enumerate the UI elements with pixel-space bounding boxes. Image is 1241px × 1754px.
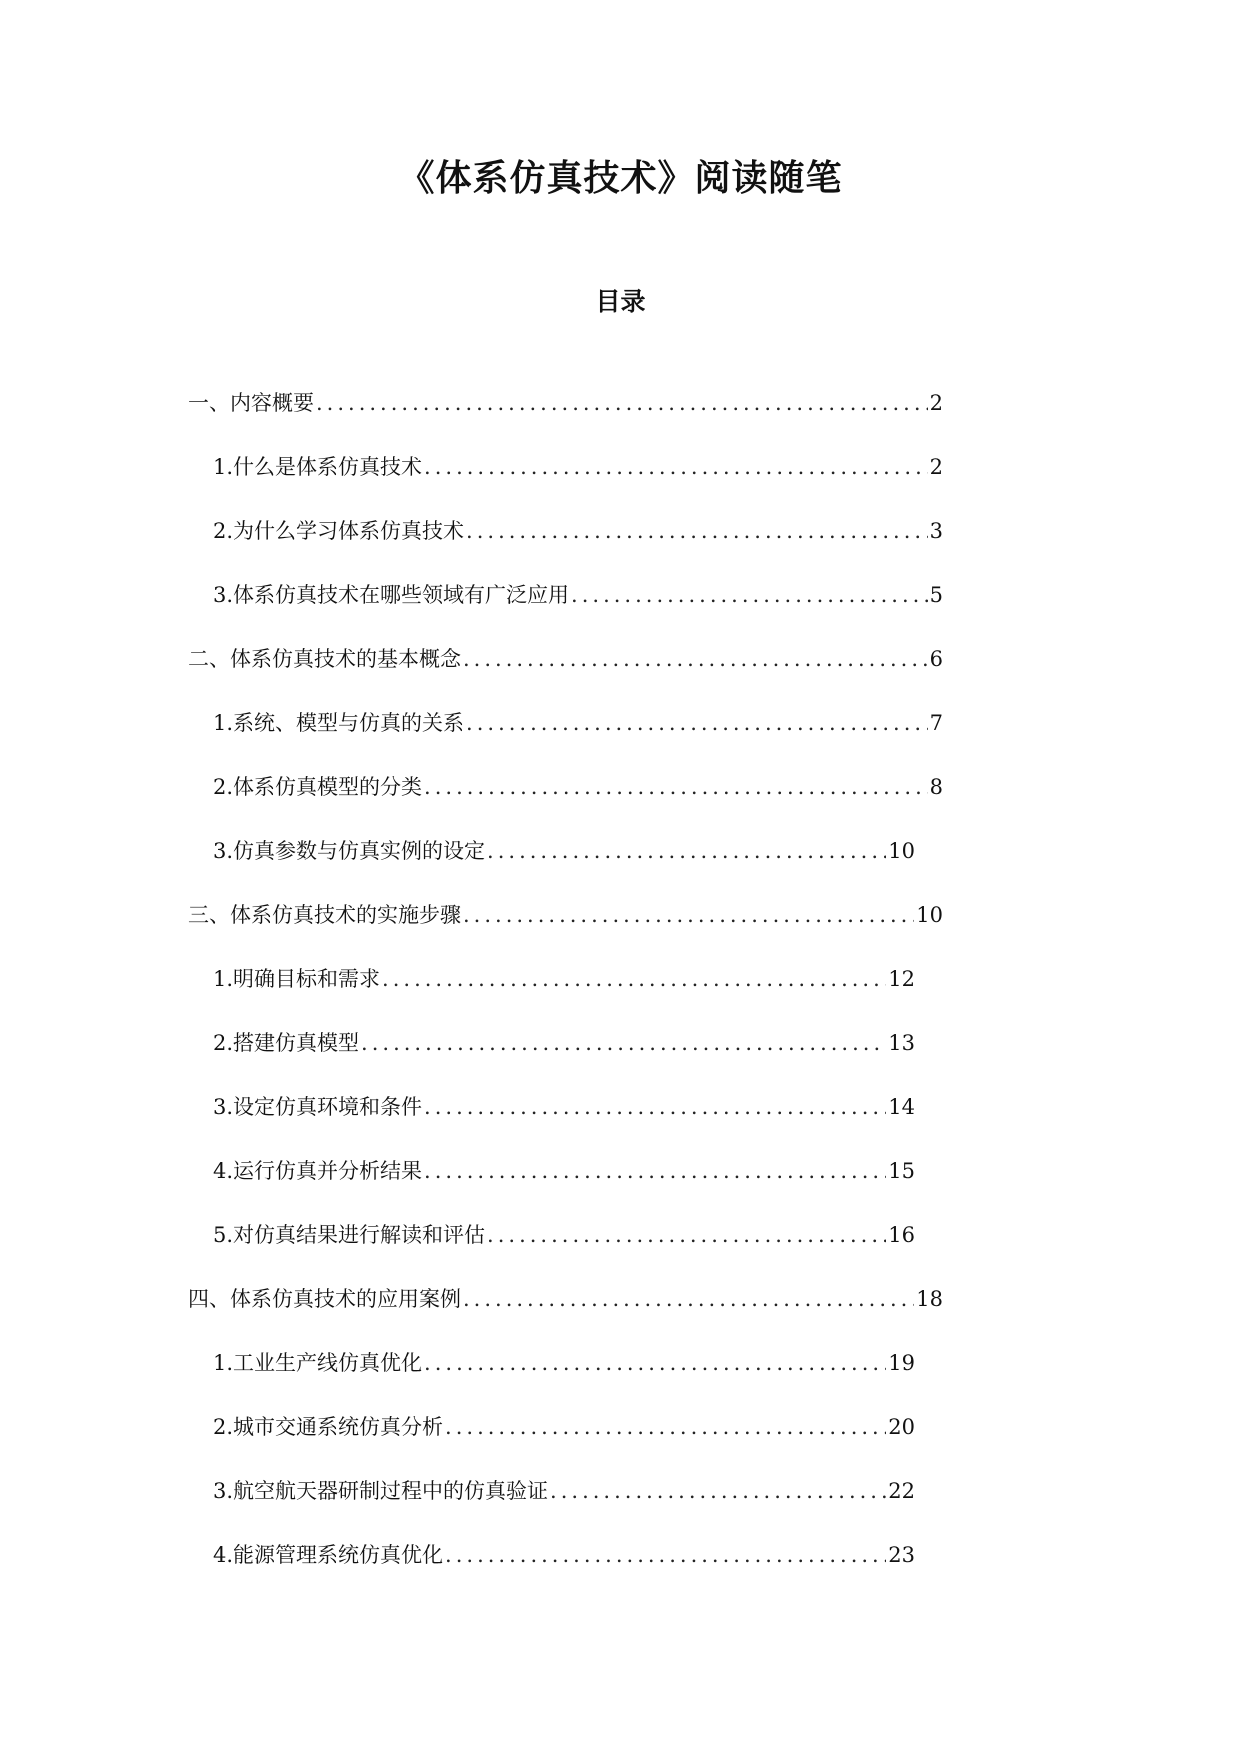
- toc-page-number: 7: [929, 711, 943, 735]
- toc-page-number: 22: [888, 1479, 915, 1503]
- toc-page-number: 6: [929, 647, 943, 671]
- toc-entry-text: 运行仿真并分析结果: [233, 1159, 423, 1183]
- toc-leader: [424, 1092, 886, 1122]
- toc-entry-number: 1.: [213, 455, 234, 479]
- toc-entry-number: 1.: [213, 1351, 234, 1375]
- toc-entry-number: 3.: [213, 1479, 234, 1503]
- toc-page-number: 13: [888, 1031, 915, 1055]
- toc-leader: [361, 1028, 886, 1058]
- toc-entry-number: 1.: [213, 711, 234, 735]
- toc-leader: [487, 1220, 886, 1250]
- toc-entry[interactable]: [213, 1156, 915, 1186]
- document-title: 《体系仿真技术》阅读随笔: [398, 157, 843, 199]
- toc-entry-text: 仿真参数与仿真实例的设定: [233, 839, 486, 863]
- toc-leader: [424, 1348, 886, 1378]
- toc-entry[interactable]: [213, 836, 915, 866]
- toc-entry[interactable]: [213, 1220, 915, 1250]
- toc-entry-text: 明确目标和需求: [233, 967, 381, 991]
- toc-leader: [466, 516, 928, 546]
- toc-page-number: 10: [916, 903, 943, 927]
- toc-entry-text: 为什么学习体系仿真技术: [233, 519, 465, 543]
- toc-leader: [550, 1476, 886, 1506]
- toc-entry[interactable]: [213, 1092, 915, 1122]
- toc-entry-text: 工业生产线仿真优化: [233, 1351, 423, 1375]
- toc-entry[interactable]: [213, 1348, 915, 1378]
- toc-entry-number: 4.: [213, 1543, 234, 1567]
- toc-entry-text: 什么是体系仿真技术: [233, 455, 423, 479]
- toc-entry-number: 5.: [213, 1223, 234, 1247]
- toc-entry-number: 2.: [213, 775, 234, 799]
- toc-entry-number: 2.: [213, 519, 234, 543]
- toc-entry-text: 城市交通系统仿真分析: [233, 1415, 444, 1439]
- toc-page-number: 8: [929, 775, 943, 799]
- toc-leader: [487, 836, 886, 866]
- toc-leader: [316, 388, 928, 418]
- toc-entry-text: 对仿真结果进行解读和评估: [233, 1223, 486, 1247]
- toc-page-number: 3: [929, 519, 943, 543]
- toc-leader: [382, 964, 886, 994]
- toc-entry-text: 四、体系仿真技术的应用案例: [188, 1287, 461, 1311]
- toc-entry-number: 3.: [213, 1095, 234, 1119]
- toc-page-number: 10: [888, 839, 915, 863]
- toc-entry[interactable]: [188, 1284, 943, 1314]
- toc-leader: [571, 580, 928, 610]
- toc-entry[interactable]: [213, 1476, 915, 1506]
- toc-leader: [445, 1412, 886, 1442]
- toc-entry-text: 二、体系仿真技术的基本概念: [188, 647, 461, 671]
- toc-entry-text: 设定仿真环境和条件: [233, 1095, 423, 1119]
- toc-leader: [463, 644, 928, 674]
- toc-entry[interactable]: [213, 1028, 915, 1058]
- toc-entry-text: 体系仿真模型的分类: [233, 775, 423, 799]
- toc-entry-text: 能源管理系统仿真优化: [233, 1543, 444, 1567]
- toc-entry[interactable]: [213, 452, 943, 482]
- toc-entry[interactable]: [213, 580, 943, 610]
- toc-entry-number: 4.: [213, 1159, 234, 1183]
- toc-entry-number: 3.: [213, 583, 234, 607]
- toc-entry[interactable]: [188, 388, 943, 418]
- toc-entry-text: 搭建仿真模型: [233, 1031, 360, 1055]
- toc-page-number: 2: [929, 391, 943, 415]
- toc-leader: [463, 1284, 914, 1314]
- toc-entry-text: 系统、模型与仿真的关系: [233, 711, 465, 735]
- toc-page-number: 2: [929, 455, 943, 479]
- toc-entry[interactable]: [213, 1540, 915, 1570]
- toc-page-number: 18: [916, 1287, 943, 1311]
- toc-leader: [466, 708, 928, 738]
- toc-leader: [445, 1540, 886, 1570]
- toc-entry-number: 2.: [213, 1415, 234, 1439]
- toc-page-number: 19: [888, 1351, 915, 1375]
- toc-entry-text: 三、体系仿真技术的实施步骤: [188, 903, 461, 927]
- toc-entry-text: 一、内容概要: [188, 391, 314, 415]
- toc-leader: [424, 452, 928, 482]
- toc-leader: [424, 772, 928, 802]
- toc-leader: [463, 900, 914, 930]
- toc-entry[interactable]: [213, 1412, 915, 1442]
- toc-page-number: 12: [888, 967, 915, 991]
- toc-entry[interactable]: [213, 772, 943, 802]
- toc-entry-number: 1.: [213, 967, 234, 991]
- toc-page-number: 20: [888, 1415, 915, 1439]
- toc-entry[interactable]: [213, 964, 915, 994]
- toc-entry[interactable]: [188, 900, 943, 930]
- toc-page-number: 14: [888, 1095, 915, 1119]
- toc-entry-text: 体系仿真技术在哪些领域有广泛应用: [233, 583, 570, 607]
- toc-page-number: 15: [888, 1159, 915, 1183]
- toc-entry[interactable]: [213, 708, 943, 738]
- toc-entry[interactable]: [188, 644, 943, 674]
- toc-leader: [424, 1156, 886, 1186]
- toc-entry-number: 3.: [213, 839, 234, 863]
- toc-page-number: 5: [929, 583, 943, 607]
- toc-page-number: 16: [888, 1223, 915, 1247]
- toc-page-number: 23: [888, 1543, 915, 1567]
- toc-entry-text: 航空航天器研制过程中的仿真验证: [233, 1479, 549, 1503]
- toc-entry-number: 2.: [213, 1031, 234, 1055]
- toc-heading: 目录: [595, 287, 646, 316]
- toc-entry[interactable]: [213, 516, 943, 546]
